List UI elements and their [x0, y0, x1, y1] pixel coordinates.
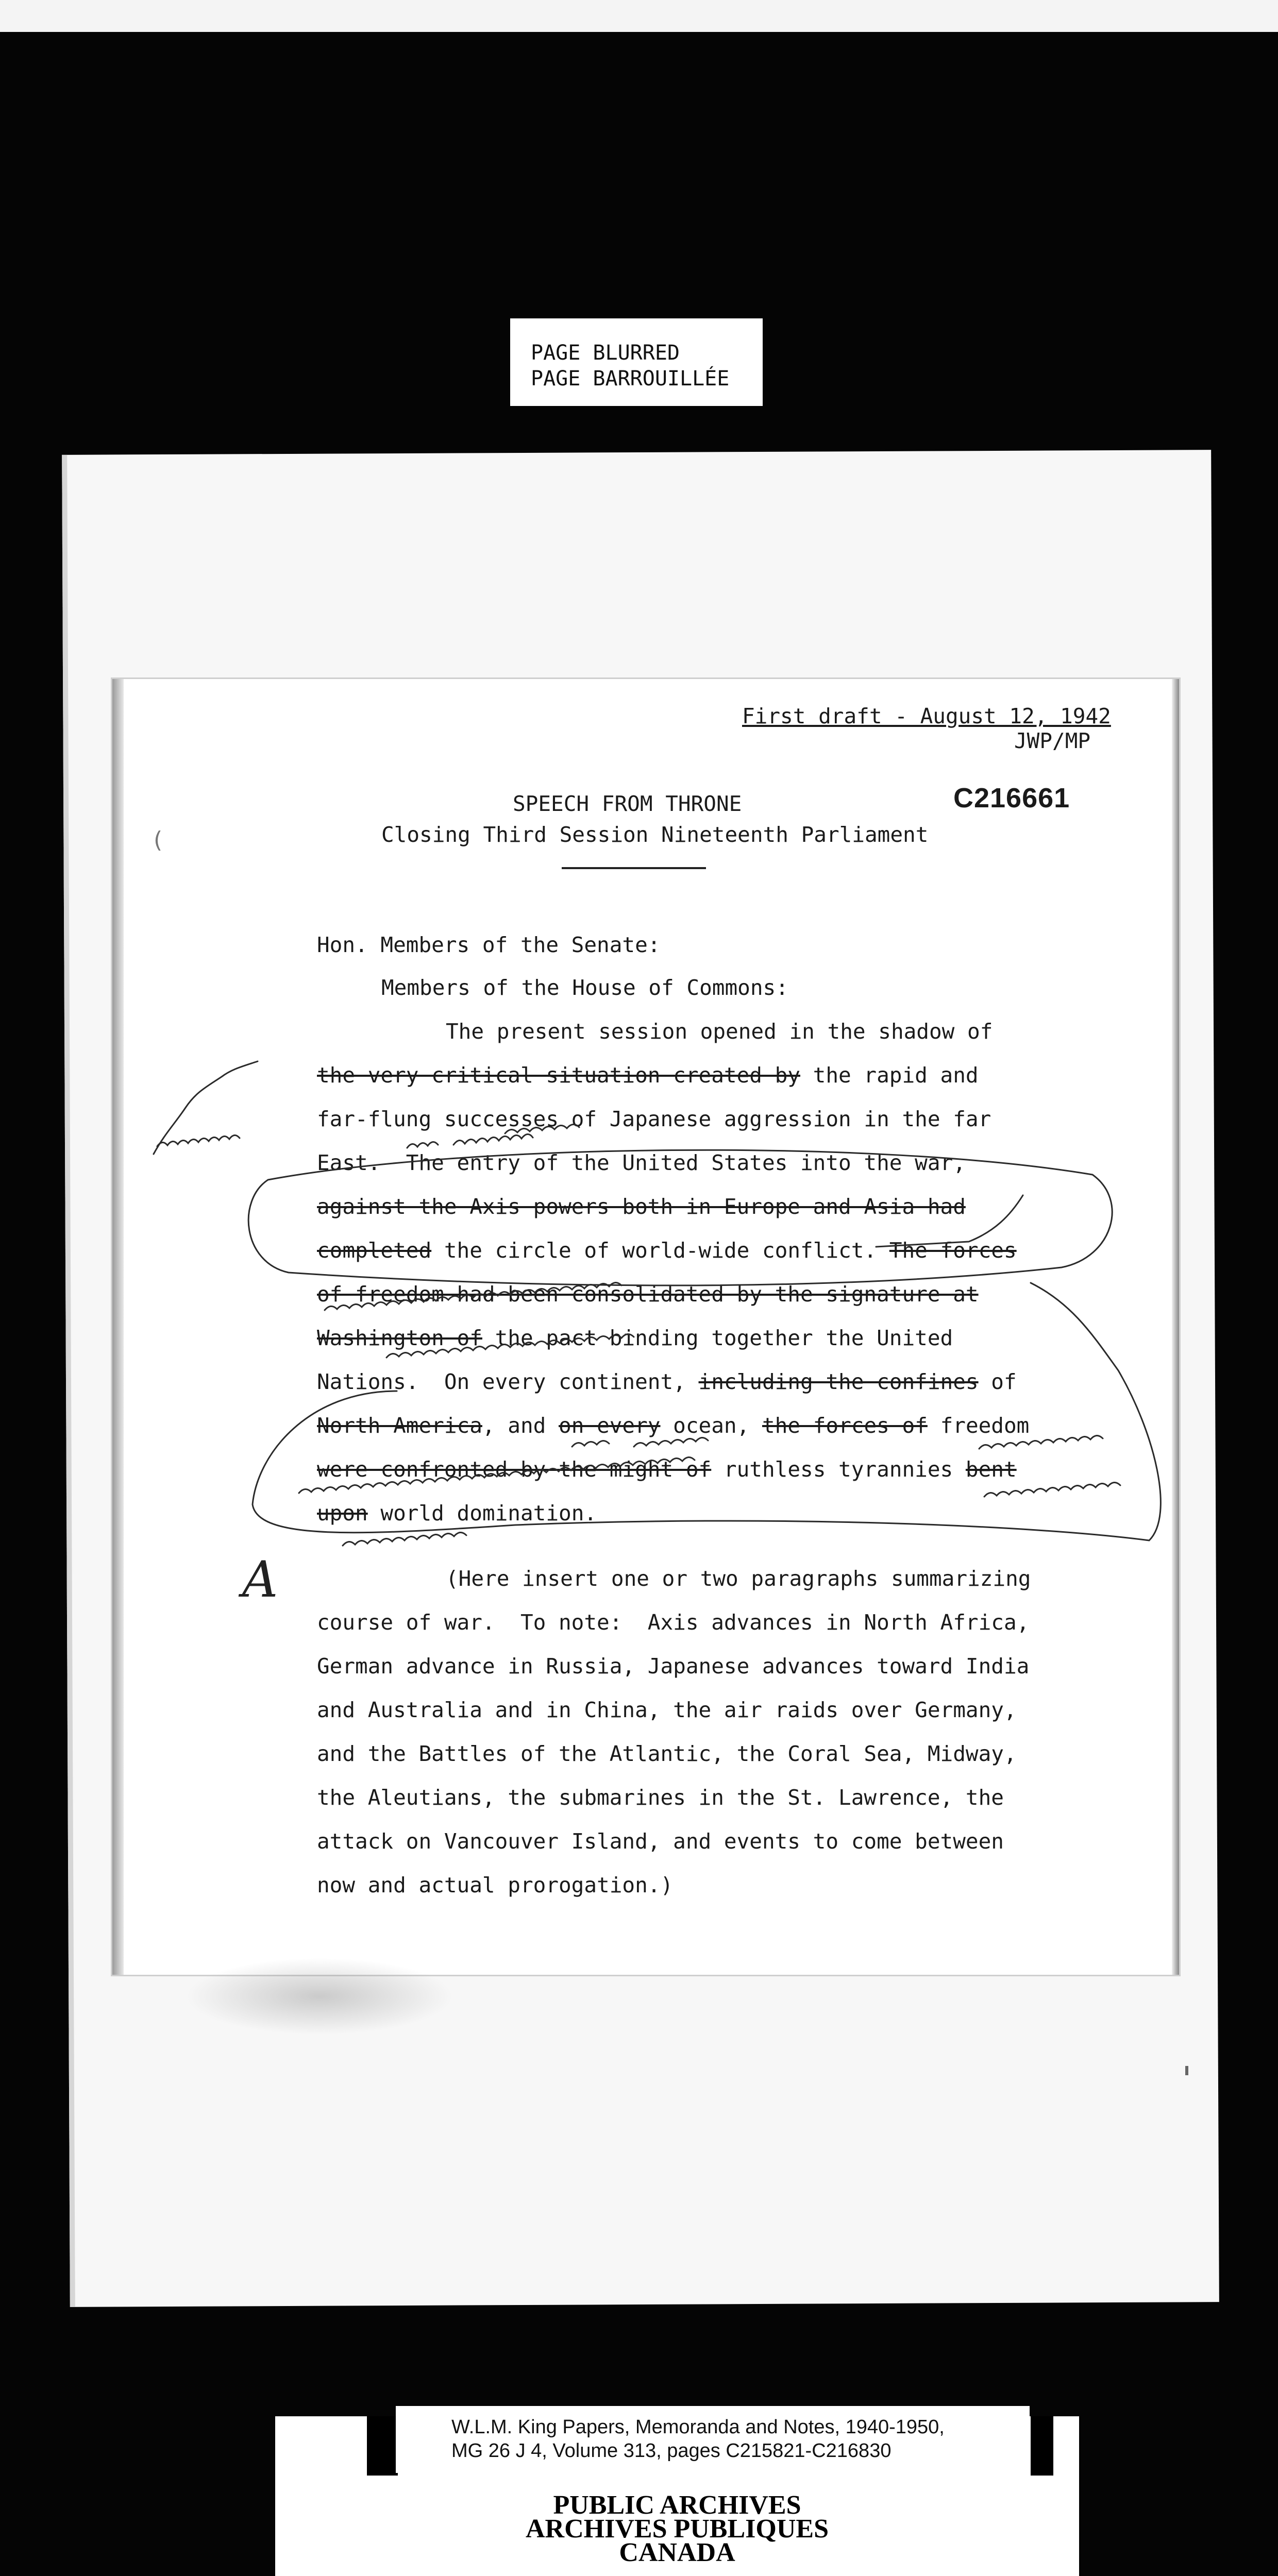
p1-line-4: East. The entry of the United States into the war,	[317, 1150, 966, 1175]
p1-line-1: The present session opened in the shadow of	[446, 1019, 993, 1044]
struck-text: North America	[317, 1413, 482, 1438]
struck-text: The forces	[889, 1238, 1017, 1263]
collection-caption	[396, 2406, 1030, 2473]
p2-line-6: the Aleutians, the submarines in the St. Lawrence, the	[317, 1785, 1004, 1810]
p2-line-1: (Here insert one or two paragraphs summarizing	[446, 1566, 1031, 1591]
struck-text: Washington of	[317, 1326, 482, 1350]
text: , and	[482, 1413, 559, 1438]
struck-text: the forces of	[762, 1413, 928, 1438]
archives-line-3: CANADA	[619, 2538, 735, 2567]
blur-label-line1: PAGE BLURRED	[531, 341, 680, 365]
archives-line-1: PUBLIC ARCHIVES	[553, 2490, 801, 2520]
text: Nations. On every continent,	[317, 1369, 699, 1394]
struck-text: completed	[317, 1238, 432, 1263]
text: the rapid and	[800, 1063, 979, 1088]
p2-line-5: and the Battles of the Atlantic, the Coral Sea, Midway,	[317, 1741, 1017, 1766]
p2-line-7: attack on Vancouver Island, and events to come between	[317, 1829, 1004, 1854]
struck-text: upon	[317, 1501, 368, 1526]
p2-line-3: German advance in Russia, Japanese advances toward India	[317, 1654, 1030, 1679]
struck-text: on every	[559, 1413, 661, 1438]
struck-text: the very critical situation created by	[317, 1063, 800, 1088]
blur-label-line2: PAGE BARROUILLÉE	[531, 367, 730, 391]
text: the pact binding together the United	[482, 1326, 953, 1350]
text: world domination.	[367, 1501, 597, 1526]
struck-text: including the confines	[698, 1369, 979, 1394]
salutation-commons: Members of the House of Commons:	[381, 975, 788, 1000]
text: freedom	[927, 1413, 1030, 1438]
struck-text: against the Axis powers both in Europe and Asia had	[317, 1194, 966, 1219]
salutation-senate: Hon. Members of the Senate:	[317, 933, 661, 957]
struck-text: bent	[965, 1457, 1017, 1482]
caption-tab-right	[1031, 2416, 1053, 2476]
text: of	[978, 1369, 1017, 1394]
document-subtitle: Closing Third Session Nineteenth Parliament	[381, 822, 929, 847]
p2-line-2: course of war. To note: Axis advances in North Africa,	[317, 1610, 1030, 1635]
draft-date: First draft - August 12, 1942	[742, 704, 1111, 728]
caption-line-1: W.L.M. King Papers, Memoranda and Notes, 1940-1950,	[451, 2416, 945, 2438]
typist-initials: JWP/MP	[1014, 728, 1091, 753]
struck-text: of freedom had been consolidated by the signature at	[317, 1282, 979, 1307]
page-shadow-blot	[186, 1958, 453, 2035]
text: the circle of world-wide conflict.	[431, 1238, 889, 1263]
struck-text: were confronted by the might of	[317, 1457, 712, 1482]
archives-stamp	[275, 2490, 1079, 2567]
p2-line-4: and Australia and in China, the air raids over Germany,	[317, 1698, 1017, 1722]
edge-mark	[1185, 2066, 1188, 2075]
text: ruthless tyrannies	[711, 1457, 966, 1482]
archives-line-2: ARCHIVES PUBLIQUES	[525, 2514, 829, 2544]
document-number: C216661	[953, 783, 1070, 814]
margin-bracket-mark: (	[154, 827, 163, 853]
caption-line-2: MG 26 J 4, Volume 313, pages C215821-C216830	[451, 2440, 892, 2462]
p1-line-3: far-flung successes of Japanese aggression in the far	[317, 1107, 991, 1131]
margin-letter: A	[242, 1551, 278, 1608]
document-title: SPEECH FROM THRONE	[513, 791, 742, 816]
p2-line-8: now and actual prorogation.)	[317, 1873, 674, 1897]
caption-tab-left	[367, 2416, 398, 2476]
text: ocean,	[660, 1413, 762, 1438]
